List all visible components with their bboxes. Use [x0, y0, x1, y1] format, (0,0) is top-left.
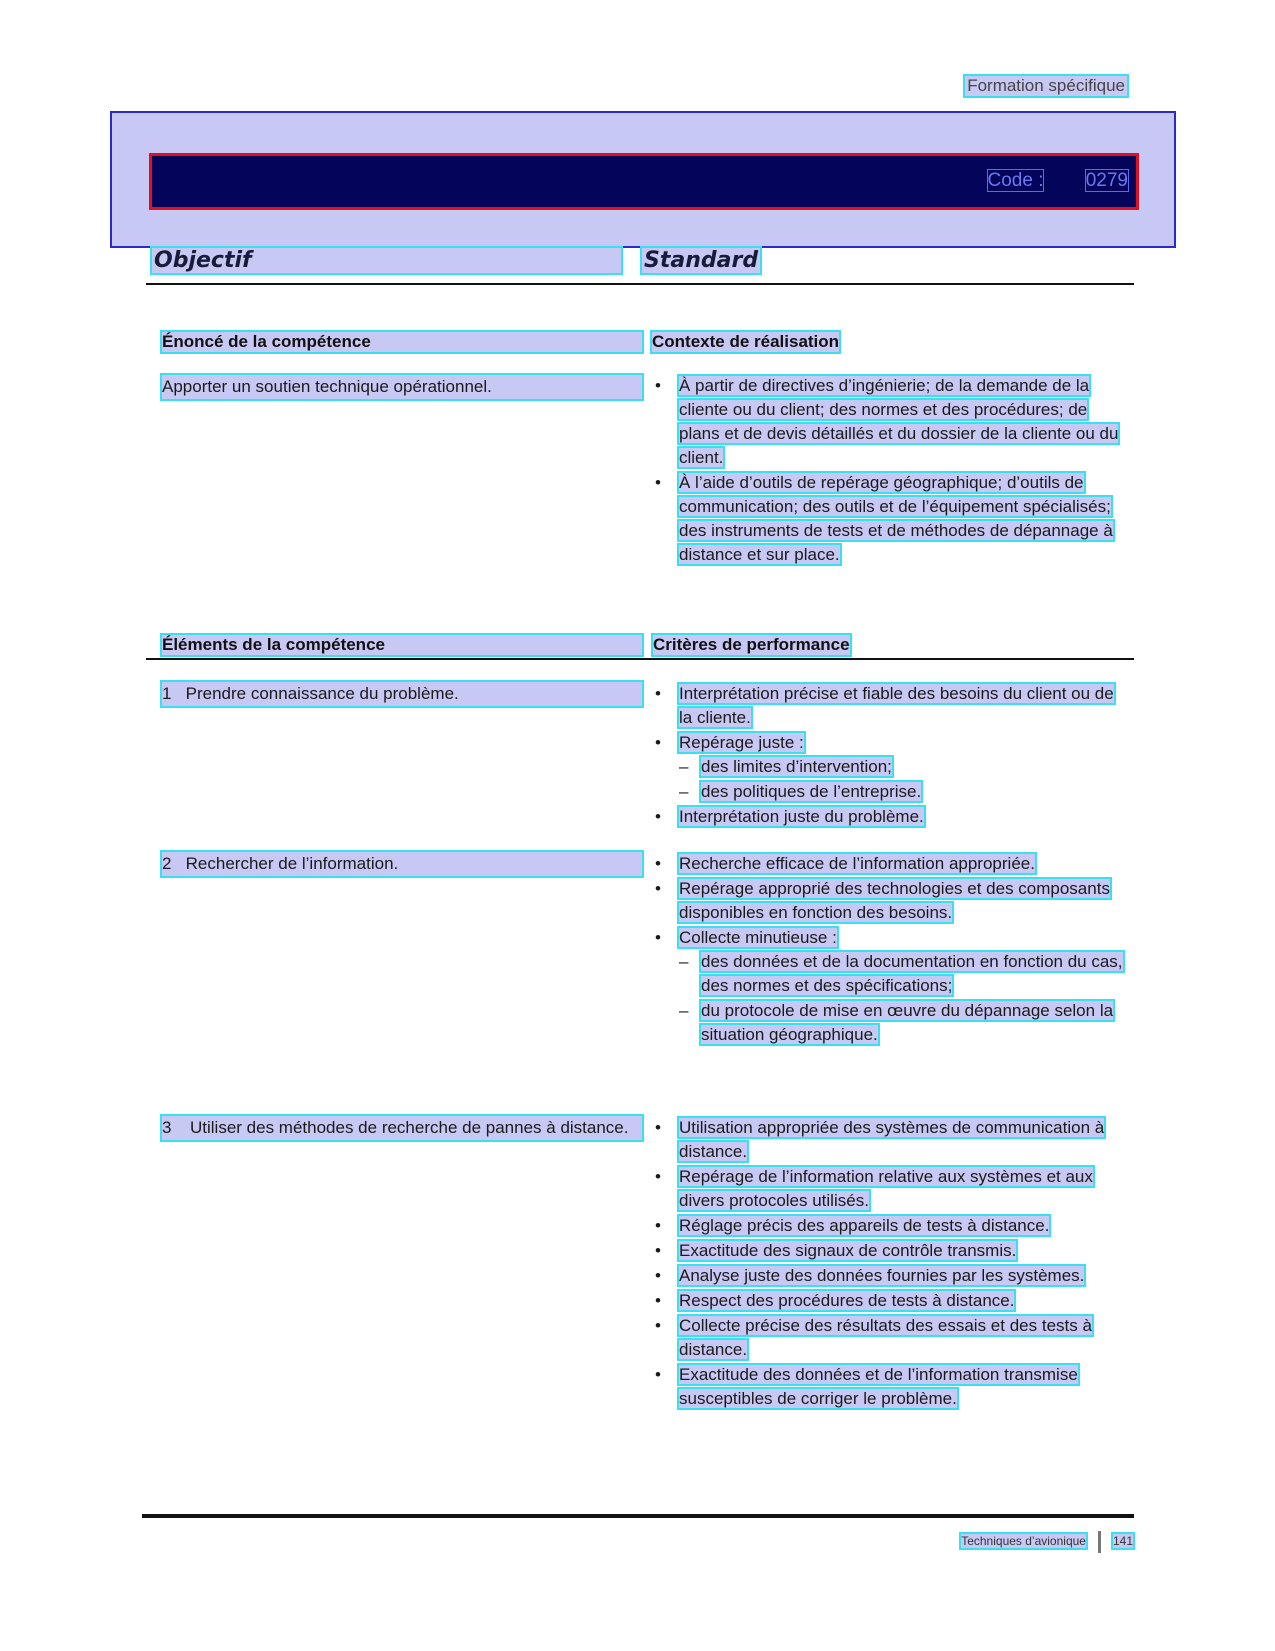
element-3 [162, 1116, 642, 1140]
criteria-list-1 [655, 682, 1125, 830]
competence-code [988, 170, 1129, 192]
code-label: Code : [987, 170, 1044, 191]
enonce-heading: Énoncé de la compétence [162, 332, 642, 352]
element-text: Prendre connaissance du problème. [185, 684, 459, 703]
code-value: 0279 [1085, 170, 1128, 191]
criterion: • Collecte minutieuse : – des données et de la documentation en fonction du cas, des normes et des spécifications; – du protocole de mise en œuvre du dépannage selon la situation géographique. [655, 926, 1125, 1047]
criterion: • Exactitude des signaux de contrôle transmis. [655, 1241, 1017, 1260]
footer-separator [1098, 1531, 1101, 1553]
sub-criterion: – des politiques de l’entreprise. [679, 782, 922, 801]
sub-criterion: – du protocole de mise en œuvre du dépannage selon la situation géographique. [679, 1001, 1114, 1044]
element-text: Rechercher de l’information. [185, 854, 399, 873]
criteres-heading: Critères de performance [653, 635, 850, 654]
criterion: • Repérage juste : – des limites d’intervention; – des politiques de l’entreprise. [655, 731, 1125, 804]
criterion: • Réglage précis des appareils de tests à distance. [655, 1216, 1050, 1235]
contexte-item: • À l’aide d’outils de repérage géographique; d’outils de communication; des outils et de l’équipement spécialisés; des instruments de tests et de méthodes de dépannage à distance et sur place. [655, 473, 1113, 564]
criterion: • Interprétation juste du problème. [655, 807, 924, 826]
element-text: Utiliser des méthodes de recherche de pannes à distance. [190, 1118, 629, 1137]
criteria-list-3 [655, 1116, 1125, 1412]
criterion: • Recherche efficace de l’information appropriée. [655, 854, 1035, 873]
page-footer [961, 1531, 1133, 1553]
elements-heading: Éléments de la compétence [162, 635, 642, 655]
heading-rule [146, 283, 1134, 285]
contexte-list [655, 374, 1125, 568]
element-1 [162, 682, 642, 706]
sub-criterion: – des limites d’intervention; [679, 757, 892, 776]
sub-criterion: – des données et de la documentation en fonction du cas, des normes et des spécifications; [679, 952, 1123, 995]
criterion: • Exactitude des données et de l’information transmise susceptibles de corriger le problème. [655, 1365, 1078, 1408]
criterion: • Respect des procédures de tests à distance. [655, 1291, 1015, 1310]
contexte-heading: Contexte de réalisation [652, 332, 840, 351]
criterion: • Utilisation appropriée des systèmes de communication à distance. [655, 1118, 1105, 1161]
enonce-text: Apporter un soutien technique opérationnel. [162, 375, 642, 399]
criterion: • Collecte précise des résultats des essais et des tests à distance. [655, 1316, 1092, 1359]
code-bar [149, 153, 1139, 210]
criterion: • Interprétation précise et fiable des besoins du client ou de la cliente. [655, 684, 1114, 727]
footer-rule [142, 1514, 1134, 1518]
section-header: Formation spécifique [967, 76, 1125, 95]
criterion: • Repérage approprié des technologies et des composants disponibles en fonction des besoins. [655, 879, 1110, 922]
element-number: 3 [162, 1118, 172, 1137]
contexte-item: • À partir de directives d’ingénierie; de la demande de la cliente ou du client; des normes et des procédures; de plans et de devis détaillés et du dossier de la cliente ou du client. [655, 376, 1119, 467]
objectif-heading: Objectif [152, 248, 621, 273]
criterion: • Analyse juste des données fournies par les systèmes. [655, 1266, 1085, 1285]
element-number: 1 [162, 684, 172, 703]
element-2 [162, 852, 642, 876]
standard-heading: Standard [644, 248, 759, 273]
element-number: 2 [162, 854, 172, 873]
competence-banner [110, 111, 1176, 248]
criterion: • Repérage de l’information relative aux systèmes et aux divers protocoles utilisés. [655, 1167, 1093, 1210]
page-number: 141 [1112, 1534, 1133, 1549]
elements-rule [146, 658, 1134, 660]
criteria-list-2 [655, 852, 1125, 1048]
program-name: Techniques d’avionique [961, 1534, 1086, 1549]
